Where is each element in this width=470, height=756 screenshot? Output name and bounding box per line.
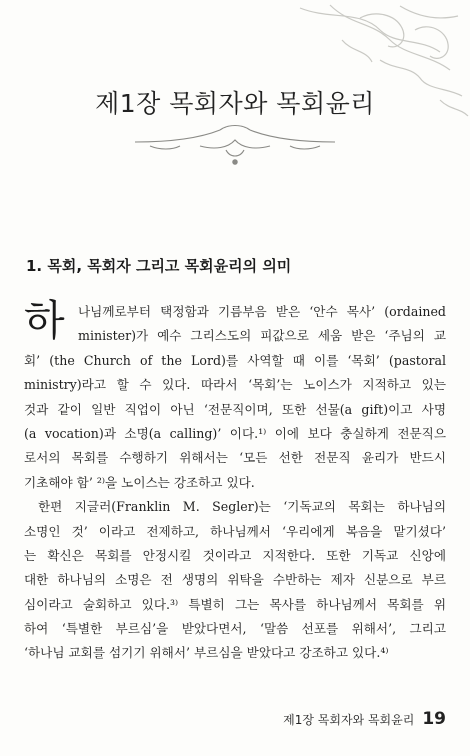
body-line: minister)가 예수 그리스도의 피값으로 세움 받은 ‘주님의 교 xyxy=(78,328,446,344)
body-line: 로서의 목회를 수행하기 위해서는 ‘모든 선한 전문직 윤리가 반드시 xyxy=(24,450,446,466)
body-line: 회’ (the Church of the Lord)를 사역할 때 이를 ‘목회’ (pastoral xyxy=(24,352,446,368)
body-line: (a vocation)과 소명(a calling)’ 이다.¹⁾ 이에 보다 충실하게 전문직으 xyxy=(24,425,446,441)
running-title: 제1장 목회자와 목회윤리 xyxy=(283,713,415,727)
body-line: 하여 ‘특별한 부르심’을 받았다면서, ‘말씀 선포를 위해서’, 그리고 xyxy=(24,621,446,637)
body-line: 는 확신은 목회를 안정시킬 것이라고 지적한다. 또한 기독교 신앙에 xyxy=(24,547,446,563)
body-line: 기초해야 함’ ²⁾을 노이스는 강조하고 있다. xyxy=(24,474,255,490)
body-line: 심이라고 술회하고 있다.³⁾ 특별히 그는 목사를 하나님께서 목회를 위 xyxy=(24,596,446,612)
drop-cap: 하 xyxy=(24,296,65,345)
body-line: 것과 같이 일반 직업이 아닌 ‘전문직이며, 또한 선물(a gift)이고 사명 xyxy=(24,401,446,417)
body-line: 나님께로부터 택정함과 기름부음 받은 ‘안수 목사’ (ordained xyxy=(78,304,446,319)
page-number: 19 xyxy=(422,709,446,729)
body-line: 소명인 것’ 이라고 전제하고, 하나님께서 ‘우리에게 복음을 맡기셨다’ xyxy=(24,523,446,539)
body-line: ‘하나님 교회를 섬기기 위해서’ 부르심을 받았다고 강조하고 있다.⁴⁾ xyxy=(24,645,389,661)
body-line: 대한 하나님의 소명은 전 생명의 위탁을 수반하는 제자 신분으로 부르 xyxy=(24,572,446,588)
section-heading: 1. 목회, 목회자 그리고 목회윤리의 의미 xyxy=(26,257,292,275)
title-underline-flourish xyxy=(135,126,335,165)
body-text xyxy=(24,300,446,666)
chapter-title: 제1장 목회자와 목회윤리 xyxy=(95,89,375,118)
page-footer xyxy=(283,709,446,729)
body-line: ministry)라고 할 수 있다. 따라서 ‘목회’는 노이스가 지적하고 있는 xyxy=(24,377,446,393)
body-line: 한편 지글러(Franklin M. Segler)는 ‘기독교의 목회는 하나님의 xyxy=(38,499,446,515)
